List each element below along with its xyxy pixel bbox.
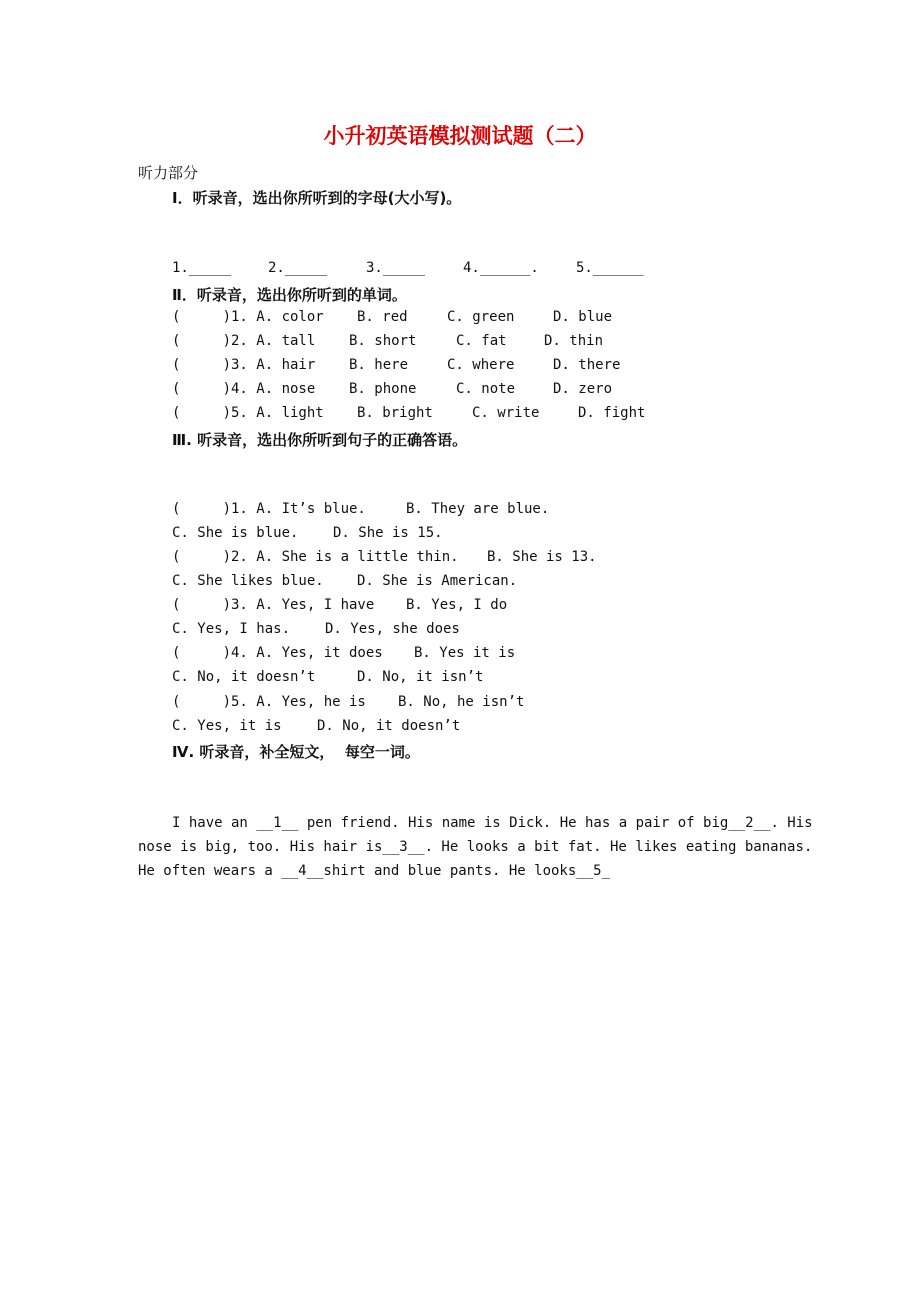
part2-item-1-option-d: D. blue (553, 309, 613, 325)
part1-blank-3: 3._____ (366, 260, 426, 276)
part2-item-2-question: ( )2. A. tall (172, 333, 316, 349)
part3-item-4-line2-c: C. No, it doesn’t (172, 669, 316, 685)
part3-item-5-line1-a: ( )5. A. Yes, he is (172, 694, 366, 710)
part2-heading: Ⅱ．听录音，选出你所听到的单词。 (172, 286, 407, 304)
part4-passage-line-3: He often wears a __4__shirt and blue pants. He looks__5_ (138, 863, 611, 879)
part4-passage-line-1: I have an __1__ pen friend. His name is Dick. He has a pair of big__2__. His (172, 815, 813, 831)
part3-item-4-line1-b: B. Yes it is (414, 645, 516, 661)
part2-item-3-option-c: C. where (447, 357, 515, 373)
part2-item-3-question: ( )3. A. hair (172, 357, 316, 373)
part2-item-4-option-b: B. phone (349, 381, 417, 397)
part3-item-2-line1-a: ( )2. A. She is a little thin. (172, 549, 459, 565)
part2-item-2-option-b: B. short (349, 333, 417, 349)
part2-item-1-option-b: B. red (357, 309, 408, 325)
part3-item-2-line1-b: B. She is 13. (487, 549, 597, 565)
part2-item-2-option-c: C. fat (456, 333, 507, 349)
part2-item-3-option-b: B. here (349, 357, 409, 373)
page-title: 小升初英语模拟测试题（二） (323, 124, 597, 148)
part3-item-4-line2-d: D. No, it isn’t (357, 669, 484, 685)
part3-item-4-line1-a: ( )4. A. Yes, it does (172, 645, 383, 661)
part3-item-2-line2-c: C. She likes blue. (172, 573, 324, 589)
part2-item-5-option-d: D. fight (578, 405, 646, 421)
part4-heading: Ⅳ. 听录音，补全短文， 每空一词。 (172, 743, 420, 761)
part1-heading: Ⅰ．听录音，选出你所听到的字母(大小写)。 (172, 189, 462, 207)
part2-item-5-question: ( )5. A. light (172, 405, 324, 421)
part4-passage-line-2: nose is big, too. His hair is__3__. He looks a bit fat. He likes eating bananas. (138, 839, 813, 855)
part3-item-5-line1-b: B. No, he isn’t (398, 694, 525, 710)
part1-blank-1: 1._____ (172, 260, 232, 276)
part3-item-5-line2-c: C. Yes, it is (172, 718, 282, 734)
part2-item-4-option-d: D. zero (553, 381, 613, 397)
part3-item-3-line2-c: C. Yes, I has. (172, 621, 291, 637)
part2-item-4-question: ( )4. A. nose (172, 381, 316, 397)
part3-heading: Ⅲ. 听录音，选出你所听到句子的正确答语。 (172, 431, 468, 449)
part1-blank-4: 4.______. (463, 260, 539, 276)
part2-item-1-option-c: C. green (447, 309, 515, 325)
part1-blank-2: 2._____ (268, 260, 328, 276)
part3-item-1-line2-d: D. She is 15. (333, 525, 443, 541)
part2-item-5-option-b: B. bright (357, 405, 433, 421)
part2-item-2-option-d: D. thin (544, 333, 604, 349)
part3-item-5-line2-d: D. No, it doesn’t (317, 718, 461, 734)
part3-item-3-line1-a: ( )3. A. Yes, I have (172, 597, 375, 613)
part2-item-1-question: ( )1. A. color (172, 309, 324, 325)
part2-item-5-option-c: C. write (472, 405, 540, 421)
part3-item-1-line1-b: B. They are blue. (406, 501, 550, 517)
part1-blank-5: 5.______ (576, 260, 644, 276)
part3-item-2-line2-d: D. She is American. (357, 573, 518, 589)
section-label: 听力部分 (138, 164, 199, 182)
part2-item-4-option-c: C. note (456, 381, 516, 397)
part3-item-1-line2-c: C. She is blue. (172, 525, 299, 541)
part3-item-1-line1-a: ( )1. A. It’s blue. (172, 501, 366, 517)
part2-item-3-option-d: D. there (553, 357, 621, 373)
part3-item-3-line1-b: B. Yes, I do (406, 597, 508, 613)
part3-item-3-line2-d: D. Yes, she does (325, 621, 460, 637)
